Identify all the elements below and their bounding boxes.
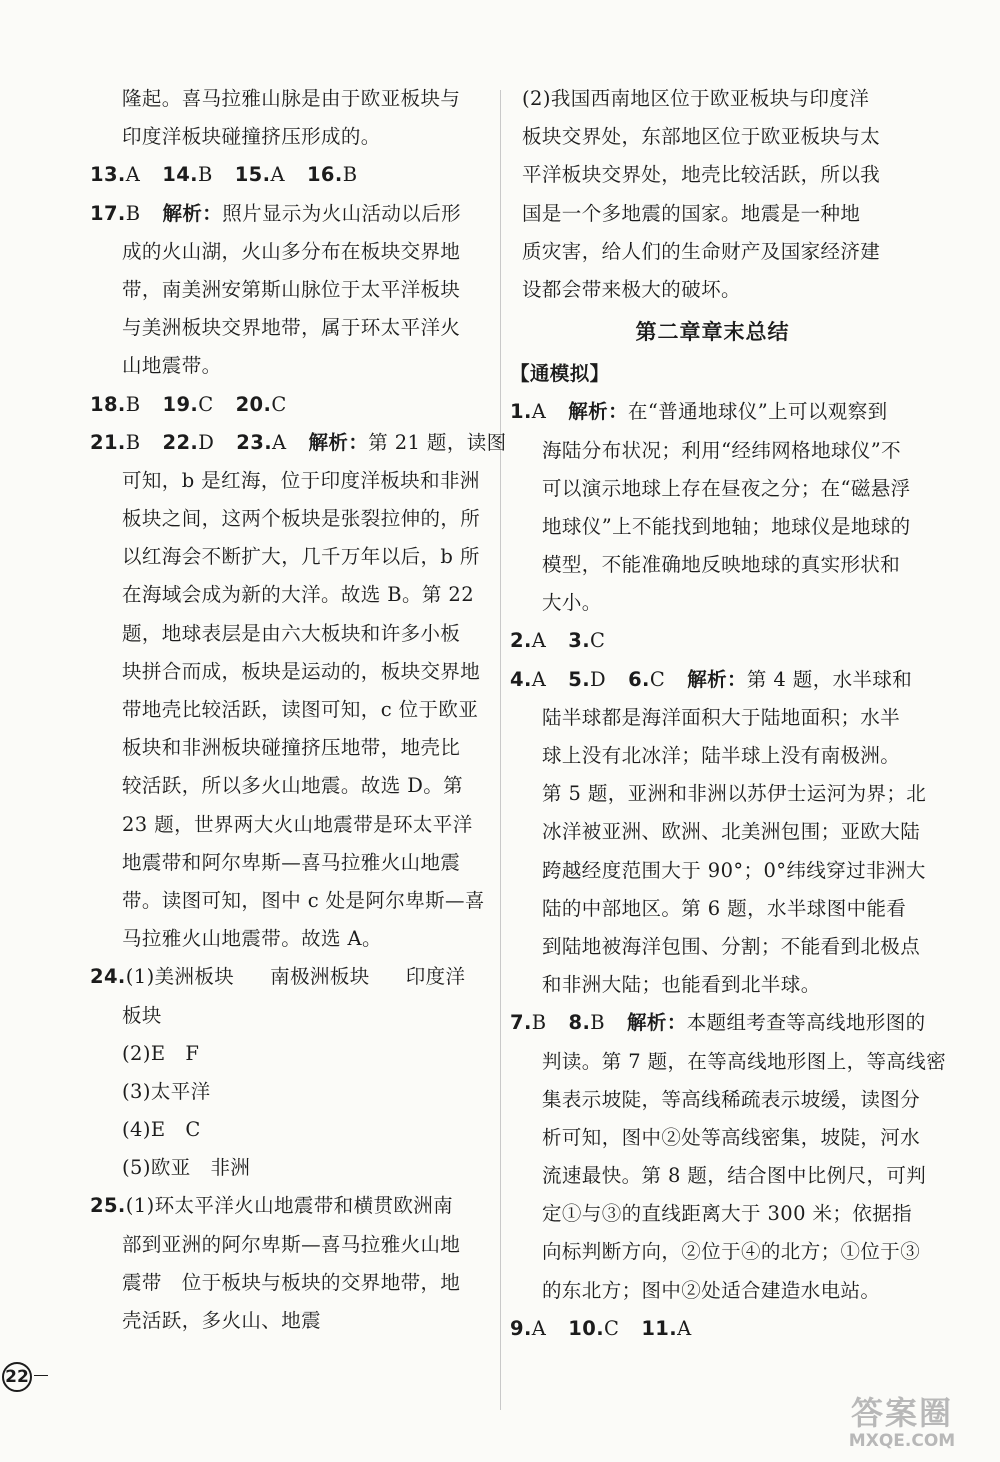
right-column [510, 80, 947, 1348]
text-line: 成的火山湖，火山多分布在板块交界地 [122, 239, 461, 263]
text-line [510, 1310, 915, 1348]
question-number: 23. [236, 430, 273, 454]
text-line: 带，南美洲安第斯山脉位于太平洋板块 [122, 277, 461, 301]
question-number: 16. [306, 163, 343, 187]
answer-text: B [590, 1011, 606, 1035]
column-divider [500, 90, 501, 1410]
text-line: 可以演示地球上存在昼夜之分；在“磁悬浮 [542, 476, 911, 500]
text-line: 到陆地被海洋包围、分割；不能看到北极点 [542, 934, 921, 958]
text-line: 国是一个多地震的国家。地震是一种地 [522, 201, 861, 225]
question-number: 15. [234, 163, 271, 187]
question-number: 4. [510, 667, 532, 691]
text-line: 板块交界处，东部地区位于欧亚板块与太 [522, 125, 881, 149]
answer-text: A [531, 1316, 547, 1340]
question-number: 10. [568, 1316, 605, 1340]
right-main-block [510, 393, 947, 1348]
analysis-label: 解析： [627, 1011, 687, 1035]
text-line: 隆起。喜马拉雅山脉是由于欧亚板块与 [122, 87, 461, 110]
chapter-title: 第二章章末总结 [635, 320, 790, 345]
text-line: 析可知，图中②处等高线密集，坡陡，河水 [542, 1125, 921, 1149]
text-line: 质灾害，给人们的生命财产及国家经济建 [522, 239, 881, 263]
answer-text: C [649, 667, 666, 691]
answer-text: D [590, 667, 607, 691]
text-line [510, 622, 915, 660]
question-number: 3. [568, 629, 591, 653]
text-line [90, 424, 507, 462]
text-line: 流速最快。第 8 题，结合图中比例尺，可判 [542, 1164, 927, 1188]
text-line [90, 958, 490, 996]
answer-text: 本题组考查等高线地形图的 [686, 1011, 926, 1035]
question-number: 22. [162, 430, 199, 454]
text-line [90, 1187, 490, 1225]
text-line: 山地震带。 [122, 354, 222, 378]
analysis-label: 解析： [162, 201, 223, 225]
answer-text: A [270, 163, 285, 187]
text-line [90, 156, 490, 194]
text-line: 海陆分布状况；利用“经纬网格地球仪”不 [542, 438, 902, 462]
text-line: 23 题，世界两大火山地震带是环太平洋 [122, 812, 473, 836]
answer-text: A [272, 430, 287, 454]
watermark-logo [812, 1395, 992, 1455]
text-line: 带。读图可知，图中 c 处是阿尔卑斯—喜 [122, 888, 485, 912]
text-line [510, 393, 915, 431]
question-number: 14. [162, 163, 198, 187]
text-line [510, 661, 915, 699]
question-number: 13. [90, 163, 126, 187]
text-line: 板块 [122, 1003, 162, 1027]
text-line: 陆半球都是海洋面积大于陆地面积；水半 [542, 705, 901, 729]
text-line: 冰洋被亚洲、欧洲、北美洲包围；亚欧大陆 [542, 820, 921, 844]
text-line: 设都会带来极大的破坏。 [522, 277, 741, 301]
text-line: 第 5 题，亚洲和非洲以苏伊士运河为界；北 [542, 782, 927, 806]
question-number: 6. [628, 667, 650, 691]
question-number: 1. [510, 400, 532, 424]
question-number: 11. [641, 1316, 678, 1340]
text-line: 模型，不能准确地反映地球的真实形状和 [542, 553, 901, 577]
text-line: 陆的中部地区。第 6 题，水半球图中能看 [542, 896, 907, 920]
text-line: 马拉雅火山地震带。故选 A。 [122, 927, 382, 951]
text-line: 板块和非洲板块碰撞挤压地带，地壳比 [122, 736, 461, 760]
text-line: (3)太平洋 [122, 1079, 211, 1103]
text-line: (5)欧亚 非洲 [122, 1156, 251, 1180]
text-line: 和非洲大陆；也能看到北半球。 [542, 973, 821, 997]
right-top-block [510, 80, 915, 309]
watermark-text: 答案圈 [850, 1394, 953, 1432]
text-line [90, 386, 490, 424]
answer-text: B [125, 392, 141, 416]
question-number: 9. [510, 1316, 532, 1340]
question-number: 7. [510, 1011, 532, 1035]
text-line [90, 195, 490, 233]
section-title: 【通模拟】 [510, 362, 610, 386]
question-number: 2. [510, 629, 532, 653]
page-number: 22 [2, 1362, 32, 1392]
answer-text: B [197, 163, 213, 187]
text-line: (4)E C [122, 1118, 201, 1142]
answer-text: C [590, 629, 606, 653]
answer-text: 印度洋 [405, 965, 466, 989]
text-line: 块拼合而成，板块是运动的，板块交界地 [122, 659, 481, 683]
text-line: 可知，b 是红海，位于印度洋板块和非洲 [122, 468, 480, 492]
text-line: 印度洋板块碰撞挤压形成的。 [122, 125, 381, 149]
answer-text: (1)环太平洋火山地震带和横贯欧洲南 [125, 1194, 454, 1218]
text-line: 壳活跃，多火山、地震 [122, 1309, 322, 1332]
answer-text: C [271, 392, 287, 416]
analysis-label: 解析： [687, 667, 747, 691]
answer-text: D [198, 430, 215, 454]
text-line: (2)我国西南地区位于欧亚板块与印度洋 [522, 87, 870, 110]
text-line: 题，地球表层是由六大板块和许多小板 [122, 621, 461, 645]
answer-text: A [125, 163, 141, 187]
text-line: 大小。 [542, 591, 602, 615]
text-line: 与美洲板块交界地带，属于环太平洋火 [122, 316, 461, 340]
answer-text: (1)美洲板块 [125, 965, 235, 989]
answer-text: A [531, 667, 547, 691]
question-number: 19. [162, 392, 199, 416]
text-line: 集表示坡陡，等高线稀疏表示坡缓，读图分 [542, 1087, 921, 1111]
analysis-label: 解析： [308, 430, 369, 454]
page-number-dash [34, 1375, 48, 1376]
answer-text: B [531, 1011, 547, 1035]
text-line: 板块之间，这两个板块是张裂拉伸的，所 [122, 507, 481, 531]
answer-text: C [604, 1316, 620, 1340]
question-number: 17. [90, 201, 126, 225]
answer-text: B [125, 201, 141, 225]
text-line: 平洋板块交界处，地壳比较活跃，所以我 [522, 163, 881, 187]
analysis-label: 解析： [568, 400, 628, 424]
left-column [90, 80, 507, 1340]
text-line: 球上没有北冰洋；陆半球上没有南极洲。 [542, 744, 901, 767]
answer-text: A [531, 629, 547, 653]
answer-text: 照片显示为火山活动以后形 [222, 201, 461, 225]
text-line: 的东北方；图中②处适合建造水电站。 [542, 1278, 881, 1302]
answer-text: A [531, 400, 547, 424]
text-line: 震带 位于板块与板块的交界地带，地 [122, 1270, 461, 1294]
answer-text: A [677, 1316, 692, 1340]
text-line: 以红海会不断扩大，几千万年以后，b 所 [122, 545, 480, 569]
question-number: 24. [90, 965, 126, 989]
question-number: 20. [235, 392, 272, 416]
question-number: 18. [90, 392, 126, 416]
answer-text: C [198, 392, 214, 416]
text-line: 带地壳比较活跃，读图可知，c 位于欧亚 [122, 698, 479, 721]
text-line: 向标判断方向，②位于④的北方；①位于③ [542, 1240, 921, 1264]
text-line: 地震带和阿尔卑斯—喜马拉雅火山地震 [122, 850, 461, 874]
question-number: 21. [90, 430, 126, 454]
text-line: 定①与③的直线距离大于 300 米；依据指 [542, 1202, 913, 1226]
question-number: 25. [90, 1194, 126, 1218]
question-number: 8. [568, 1011, 591, 1035]
text-line: 地球仪”上不能找到地轴；地球仪是地球的 [542, 514, 911, 538]
text-line: 判读。第 7 题，在等高线地形图上，等高线密 [542, 1049, 947, 1073]
text-line [510, 1004, 926, 1042]
watermark-url: MXQE.COM [848, 1431, 956, 1451]
answer-text: 第 21 题，读图 [368, 430, 507, 454]
text-line: 部到亚洲的阿尔卑斯—喜马拉雅火山地 [122, 1232, 461, 1256]
text-line: 较活跃，所以多火山地震。故选 D。第 [122, 774, 464, 798]
question-number: 5. [568, 667, 591, 691]
text-line: 在海域会成为新的大洋。故选 B。第 22 [122, 583, 475, 607]
answer-text: 南极洲板块 [270, 965, 370, 989]
answer-text: 在“普通地球仪”上可以观察到 [627, 400, 888, 424]
answer-text: B [125, 430, 141, 454]
answer-text: 第 4 题，水半球和 [746, 667, 913, 691]
answer-text: B [342, 163, 358, 187]
text-line: (2)E F [122, 1041, 200, 1065]
text-line: 跨越经度范围大于 90°；0°纬线穿过非洲大 [542, 858, 926, 882]
